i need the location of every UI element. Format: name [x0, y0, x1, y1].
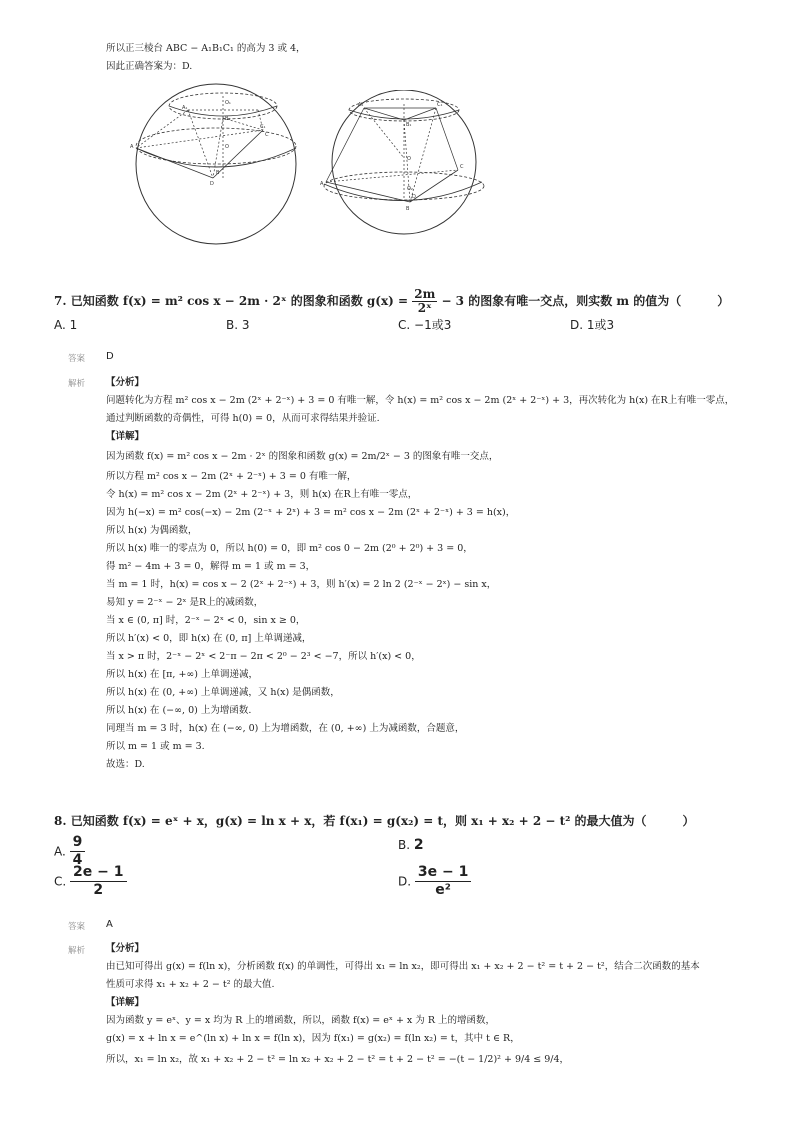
q8-analysis-tag: 解析 — [68, 946, 86, 956]
q8-analysis-line: 因为函数 y = eˣ、y = x 均为 R 上的增函数，所以，函数 f(x) = eˣ + x 为 R 上的增函数， — [106, 1015, 495, 1026]
q7-option-d: D. 1或3 — [570, 318, 615, 332]
q7-analysis-line: 所以 m = 1 或 m = 3. — [106, 741, 205, 752]
q7-analysis-line: 易知 y = 2⁻ˣ − 2ˣ 是R上的减函数， — [106, 597, 264, 608]
fig-left-label: C — [265, 132, 269, 138]
fig-left-label: B₁ — [225, 116, 231, 122]
q7-frac-num: 2m — [414, 287, 436, 301]
fig-right-label: O₂ — [407, 186, 413, 192]
q7-option-c: C. −1或3 — [398, 318, 452, 332]
q7-answer: D — [106, 351, 114, 362]
q7-analysis-line: 因为 h(−x) = m² cos(−x) − 2m (2⁻ˣ + 2ˣ) + 3 = m² cos x − 2m (2ˣ + 2⁻ˣ) + 3 = h(x)， — [106, 507, 516, 518]
q8-prompt: 已知函数 f(x) = eˣ + x，g(x) = ln x + x，若 f(x₁) = g(x₂) = t，则 x₁ + x₂ + 2 − t² 的最大值为（ ） — [70, 814, 695, 828]
fig-left-label: A₁ — [182, 105, 188, 111]
q8-option-b-letter: B. — [398, 838, 411, 852]
fig-left-label: O₁ — [225, 100, 231, 106]
q7-analysis-line: 所以 h(x) 唯一的零点为 0，所以 h(0) = 0，即 m² cos 0 − 2m (2⁰ + 2⁰) + 3 = 0， — [106, 543, 473, 554]
q8-option-c-letter: C. — [54, 874, 67, 889]
fig-right-label: A₁ — [358, 102, 364, 108]
fig-left-label: B — [216, 170, 220, 176]
q7-analysis-line: 通过判断函数的奇偶性，可得 h(0) = 0，从而可求得结果并验证. — [106, 413, 380, 424]
q8-option-d-letter: D. — [398, 874, 412, 889]
sphere-figure-right — [318, 90, 498, 250]
q8-option-d-value — [415, 864, 471, 899]
q7-analysis-line: 得 m² − 4m + 3 = 0，解得 m = 1 或 m = 3， — [106, 561, 316, 572]
q8-analysis-line: g(x) = x + ln x = e^(ln x) + ln x = f(ln x)，因为 f(x₁) = g(x₂) = f(ln x₂) = t，其中 t ∈ R， — [106, 1033, 520, 1044]
fig-right-label: C — [460, 164, 464, 170]
q7-analysis-line: 当 x > π 时，2⁻ˣ − 2ˣ < 2⁻π − 2π < 2⁰ − 2³ < −7，所以 h′(x) < 0， — [106, 651, 421, 662]
q8-answer: A — [106, 919, 113, 930]
q8-option-d-den: e² — [435, 882, 451, 898]
fig-right-label: D — [412, 194, 416, 200]
q7-stem — [54, 288, 729, 315]
q7-frac-den: 2ˣ — [417, 301, 432, 315]
q8-analysis-line: 【分析】 — [106, 943, 145, 954]
q8-analysis-line: 性质可求得 x₁ + x₂ + 2 − t² 的最大值. — [106, 979, 275, 990]
q7-fraction — [412, 288, 437, 315]
q8-option-c-value — [70, 864, 126, 899]
q7-analysis-line: 【分析】 — [106, 377, 145, 388]
q7-number: 7. — [54, 294, 67, 308]
q8-analysis-line: 由已知可得出 g(x) = f(ln x)，分析函数 f(x) 的单调性，可得出 x₁ = ln x₂，即可得出 x₁ + x₂ + 2 − t² = t + 2 − t²，结合二次函数的基本 — [106, 961, 700, 972]
fig-right-label: A — [320, 181, 324, 187]
q8-analysis-line: 【详解】 — [106, 997, 145, 1008]
top-line-2: 因此正确答案为：D. — [106, 61, 193, 72]
q8-option-a-den: 4 — [72, 852, 83, 868]
q7-analysis-line: 所以 h(x) 在 (−∞, 0) 上为增函数. — [106, 705, 252, 716]
q7-analysis-tag: 解析 — [68, 379, 86, 389]
q7-analysis-line: 当 x ∈ (0, π] 时，2⁻ˣ − 2ˣ < 0，sin x ≥ 0， — [106, 615, 306, 626]
fig-left-label: A — [130, 144, 134, 150]
q8-stem — [54, 810, 695, 832]
q7-analysis — [106, 374, 734, 774]
q7-analysis-line: 当 m = 1 时，h(x) = cos x − 2 (2ˣ + 2⁻ˣ) + 3，则 h′(x) = 2 ln 2 (2⁻ˣ − 2ˣ) − sin x， — [106, 579, 497, 590]
q8-option-b-value: 2 — [413, 837, 424, 853]
q7-analysis-line: 所以 h(x) 在 (0, +∞) 上单调递减，又 h(x) 是偶函数， — [106, 687, 340, 698]
fig-right-label: C₁ — [437, 102, 443, 108]
q7-analysis-line: 所以 h(x) 为偶函数， — [106, 525, 198, 536]
q7-prompt-b: − 3 的图象有唯一交点，则实数 m 的值为（ ） — [441, 294, 730, 308]
q7-option-a: A. 1 — [54, 318, 78, 332]
q7-option-b: B. 3 — [226, 318, 250, 332]
fig-left-label: C₁ — [260, 124, 266, 130]
q7-analysis-line: 令 h(x) = m² cos x − 2m (2ˣ + 2⁻ˣ) + 3，则 h(x) 在R上有唯一零点， — [106, 489, 418, 500]
q7-analysis-line: 同理当 m = 3 时，h(x) 在 (−∞, 0) 上为增函数，在 (0, +∞) 上为减函数，合题意， — [106, 723, 465, 734]
top-line-1: 所以正三棱台 ABC − A₁B₁C₁ 的高为 3 或 4， — [106, 43, 306, 54]
fig-right-label: O — [407, 156, 411, 162]
sphere-figure-left — [128, 78, 308, 248]
fig-left-label: D — [210, 181, 214, 187]
q7-analysis-line: 所以 h′(x) < 0，即 h(x) 在 (0, π] 上单调递减， — [106, 633, 312, 644]
fig-right-label: B₁ — [406, 122, 412, 128]
q8-option-c-den: 2 — [93, 882, 104, 898]
q7-analysis-line: 所以 h(x) 在 [π, +∞) 上单调递减， — [106, 669, 259, 680]
q7-analysis-line: 故选：D. — [106, 759, 145, 770]
q8-option-a-num: 9 — [70, 834, 86, 852]
q8-analysis — [106, 940, 700, 1072]
q8-analysis-line: 所以，x₁ = ln x₂，故 x₁ + x₂ + 2 − t² = ln x₂ + x₂ + 2 − t² = t + 2 − t² = −(t − 1/2)² + 9/4 ≤ 9/4， — [106, 1054, 570, 1065]
q8-answer-tag: 答案 — [68, 922, 86, 932]
q8-option-c — [54, 864, 127, 899]
q8-option-d-num: 3e − 1 — [415, 864, 471, 882]
q8-number: 8. — [54, 814, 67, 828]
q7-analysis-line: 问题转化为方程 m² cos x − 2m (2ˣ + 2⁻ˣ) + 3 = 0 有唯一解，令 h(x) = m² cos x − 2m (2ˣ + 2⁻ˣ) + 3，再次转化为 h(x) 在R上有唯一零点， — [106, 395, 735, 406]
q7-analysis-line: 因为函数 f(x) = m² cos x − 2m · 2ˣ 的图象和函数 g(x) = 2m/2ˣ − 3 的图象有唯一交点， — [106, 451, 499, 462]
q8-option-c-num: 2e − 1 — [70, 864, 126, 882]
fig-left-label: O — [225, 144, 229, 150]
q7-analysis-line: 所以方程 m² cos x − 2m (2ˣ + 2⁻ˣ) + 3 = 0 有唯一解， — [106, 471, 357, 482]
q8-option-b — [398, 834, 424, 856]
q7-prompt-a: 已知函数 f(x) = m² cos x − 2m · 2ˣ 的图象和函数 g(x) = — [70, 294, 413, 308]
fig-right-label: B — [406, 206, 410, 212]
q8-option-d — [398, 864, 471, 899]
q7-analysis-line: 【详解】 — [106, 431, 145, 442]
q8-option-a-letter: A. — [54, 844, 66, 859]
q7-answer-tag: 答案 — [68, 354, 86, 364]
